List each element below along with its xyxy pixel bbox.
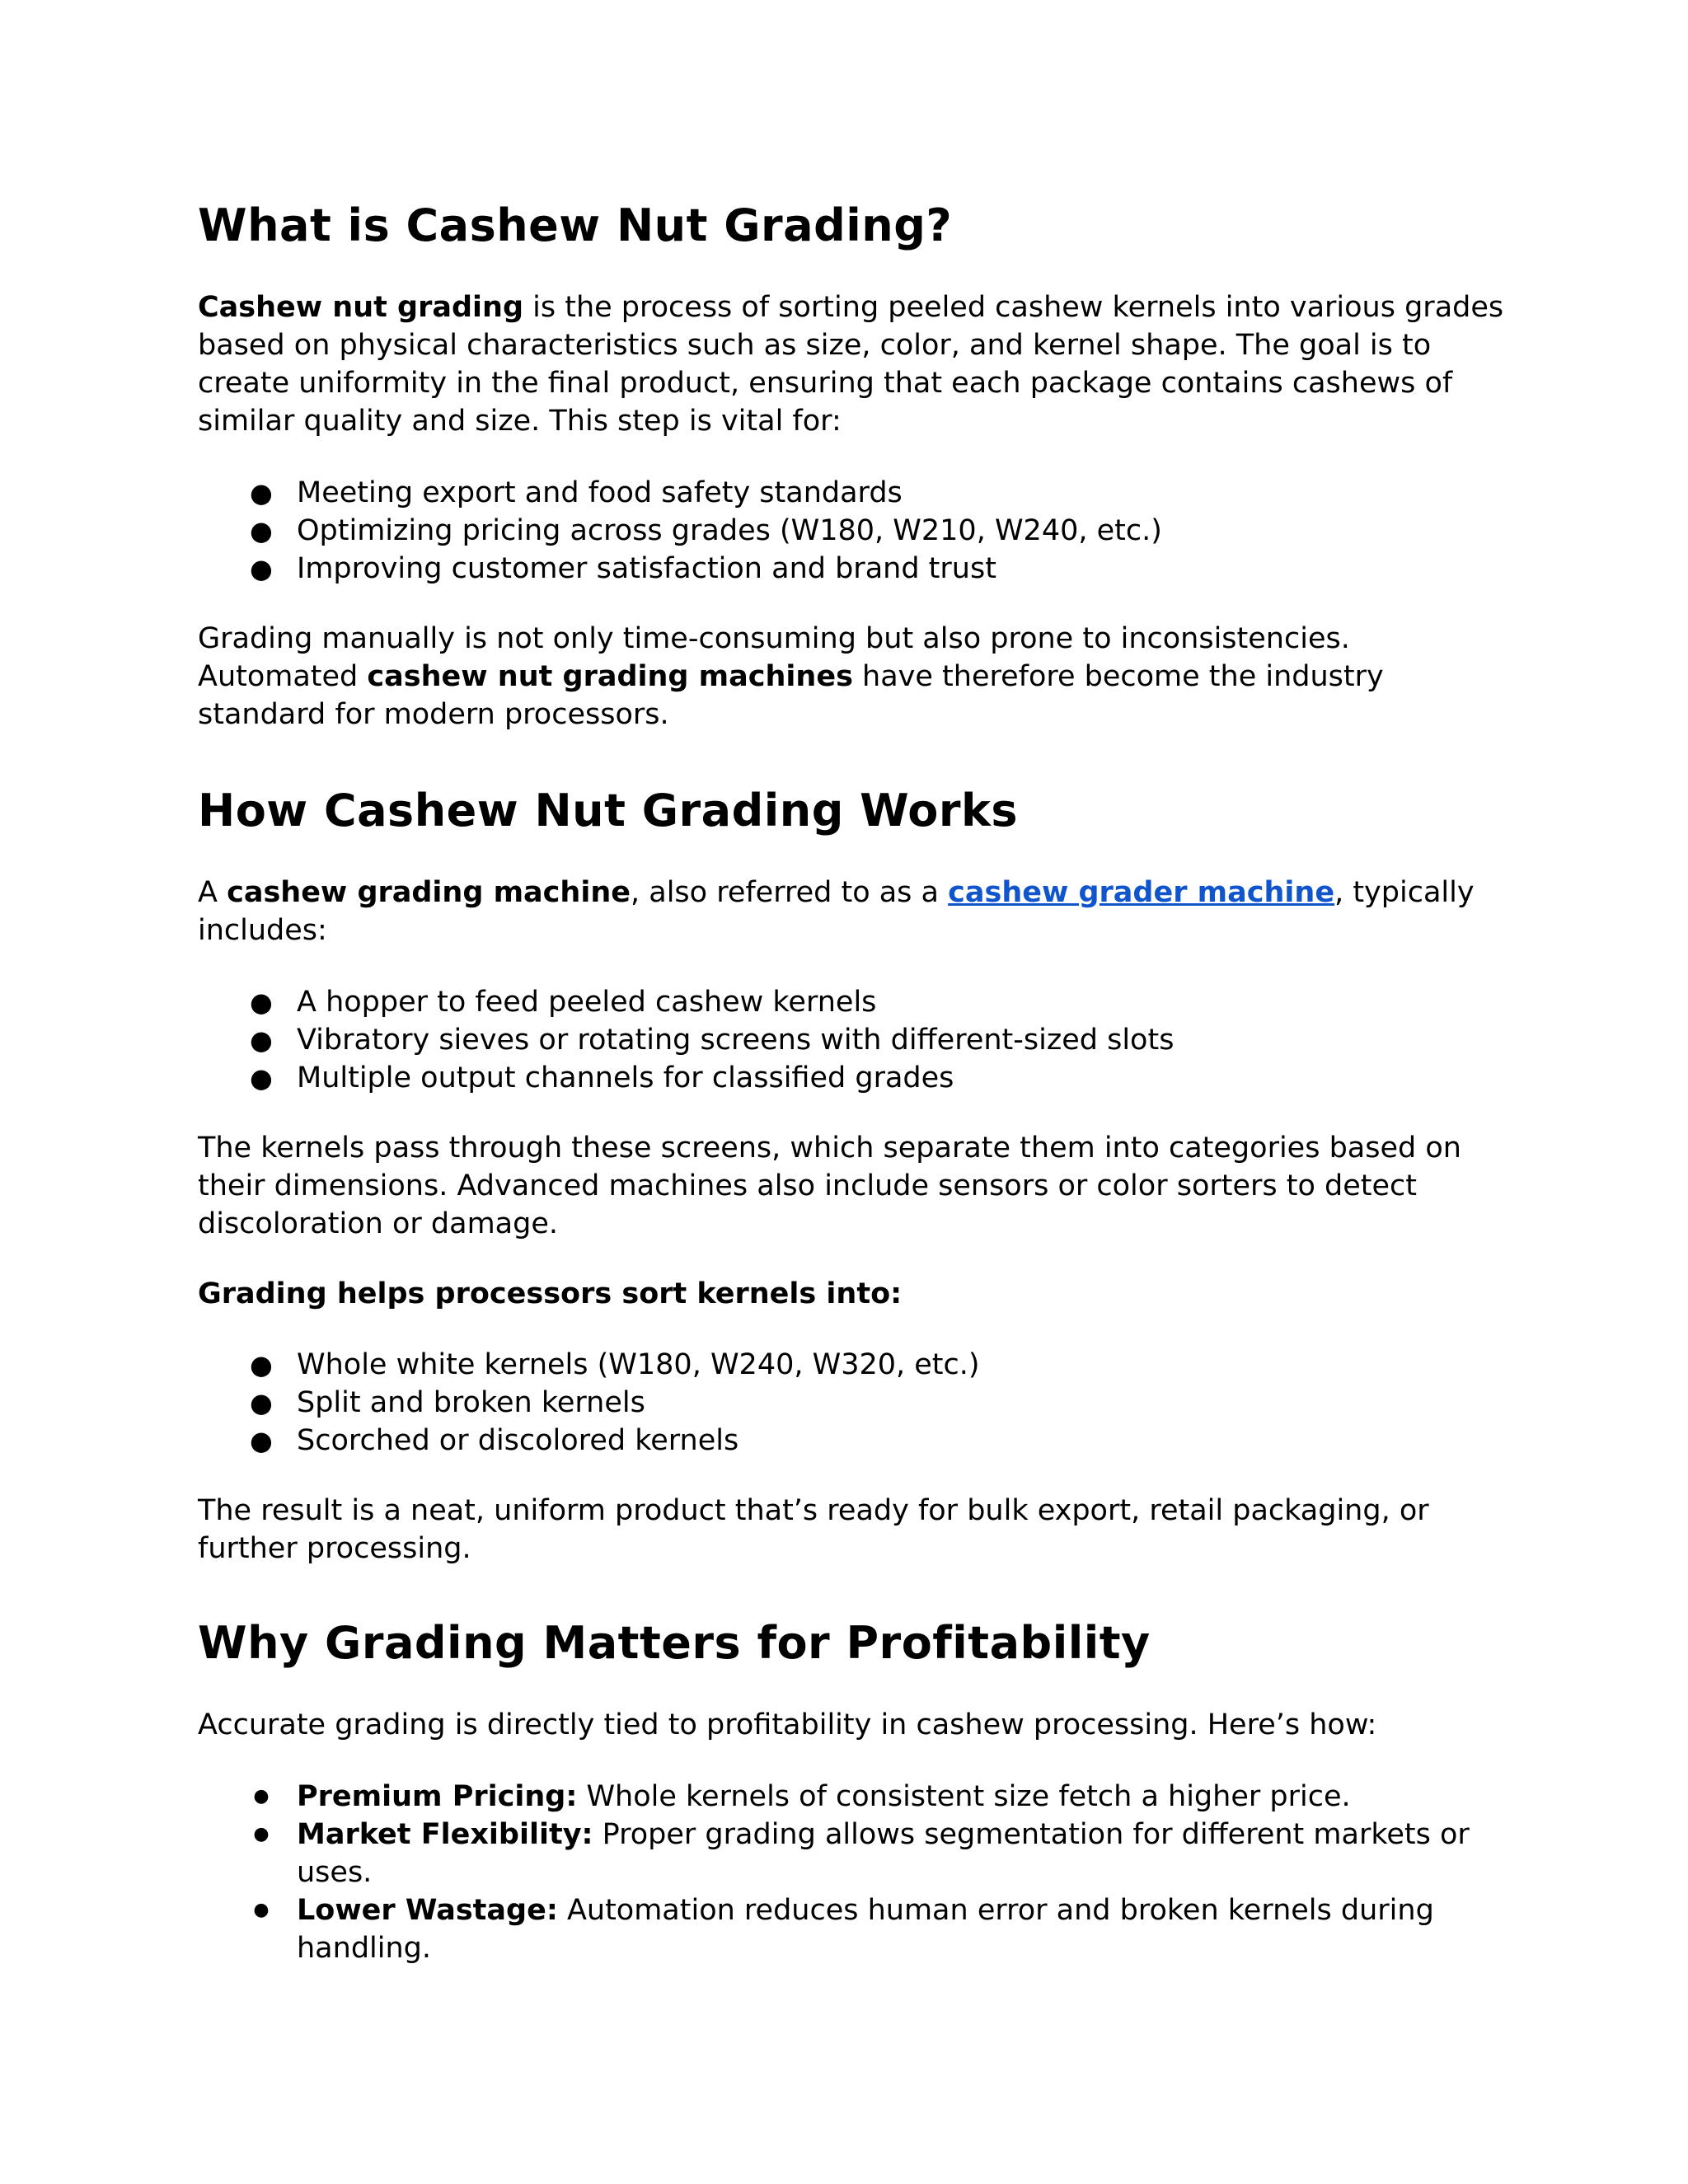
list-item: ● Premium Pricing: Whole kernels of consistent size fetch a higher price. xyxy=(198,1778,1517,1816)
intro-text: is the process of sorting peeled cashew kernels into various grades based on physical characteristics such as size, color, and kernel shape. The goal is to create uniformity in the final product, ensuring that each package contains cashews of similar quality and size. This step is vital for: xyxy=(198,291,1504,438)
bullet-icon: ● xyxy=(250,1387,273,1418)
result-paragraph: The result is a neat, uniform product that’s ready for bulk export, retail packaging, or further processing. xyxy=(198,1494,1429,1565)
intro-paragraph xyxy=(198,288,1517,440)
heading-how-grading-works: How Cashew Nut Grading Works xyxy=(198,785,1019,837)
list-item: ● A hopper to feed peeled cashew kernels xyxy=(198,983,1174,1021)
machine-components-list xyxy=(198,983,1174,1097)
profitability-intro: Accurate grading is directly tied to profitability in cashew processing. Here’s how: xyxy=(198,1708,1377,1741)
bullet-icon: ● xyxy=(253,1786,270,1807)
intro-bold-term: Cashew nut grading xyxy=(198,291,524,324)
bullet-icon: ● xyxy=(250,515,273,546)
manual-grading-paragraph: Grading manually is not only time-consuming but also prone to inconsistencies. Automated cashew nut grading machines have therefore become the industry standard for modern processors. xyxy=(198,622,1384,731)
bullet-icon: ● xyxy=(253,1824,270,1844)
list-item: ● Market Flexibility: Proper grading allows segmentation for different markets or uses. xyxy=(198,1816,1517,1891)
bullet-icon: ● xyxy=(253,1900,270,1920)
machine-intro-paragraph: A cashew grading machine, also referred to as a cashew grader machine, typically includes: xyxy=(198,876,1475,947)
bullet-icon: ● xyxy=(250,1349,273,1380)
list-item: ● Meeting export and food safety standards xyxy=(198,474,1162,512)
list-item: ● Multiple output channels for classified grades xyxy=(198,1059,1174,1097)
screens-paragraph: The kernels pass through these screens, which separate them into categories based on their dimensions. Advanced machines also include sensors or color sorters to detect discoloration or damage. xyxy=(198,1132,1461,1240)
kernel-categories-list xyxy=(198,1346,980,1460)
list-item: ● Vibratory sieves or rotating screens with different-sized slots xyxy=(198,1021,1174,1059)
list-item: ● Lower Wastage: Automation reduces human error and broken kernels during handling. xyxy=(198,1891,1517,1967)
profitability-list xyxy=(198,1778,1517,1967)
vital-for-list xyxy=(198,474,1162,588)
list-item: ● Optimizing pricing across grades (W180, W210, W240, etc.) xyxy=(198,512,1162,550)
bullet-icon: ● xyxy=(250,477,273,509)
bullet-icon: ● xyxy=(250,987,273,1018)
heading-what-is-grading: What is Cashew Nut Grading? xyxy=(198,199,953,251)
list-item: ● Split and broken kernels xyxy=(198,1384,980,1422)
machines-bold-term: cashew nut grading machines xyxy=(367,660,853,693)
cashew-grader-machine-link[interactable]: cashew grader machine xyxy=(948,876,1335,909)
bullet-icon: ● xyxy=(250,1024,273,1056)
grading-machine-bold-term: cashew grading machine xyxy=(227,876,631,909)
list-item: ● Whole white kernels (W180, W240, W320, etc.) xyxy=(198,1346,980,1384)
bullet-icon: ● xyxy=(250,1062,273,1094)
sort-subheading: Grading helps processors sort kernels into: xyxy=(198,1277,903,1310)
bullet-icon: ● xyxy=(250,553,273,584)
list-item: ● Scorched or discolored kernels xyxy=(198,1422,980,1460)
bullet-icon: ● xyxy=(250,1425,273,1456)
list-item: ● Improving customer satisfaction and brand trust xyxy=(198,550,1162,588)
heading-profitability: Why Grading Matters for Profitability xyxy=(198,1617,1151,1669)
